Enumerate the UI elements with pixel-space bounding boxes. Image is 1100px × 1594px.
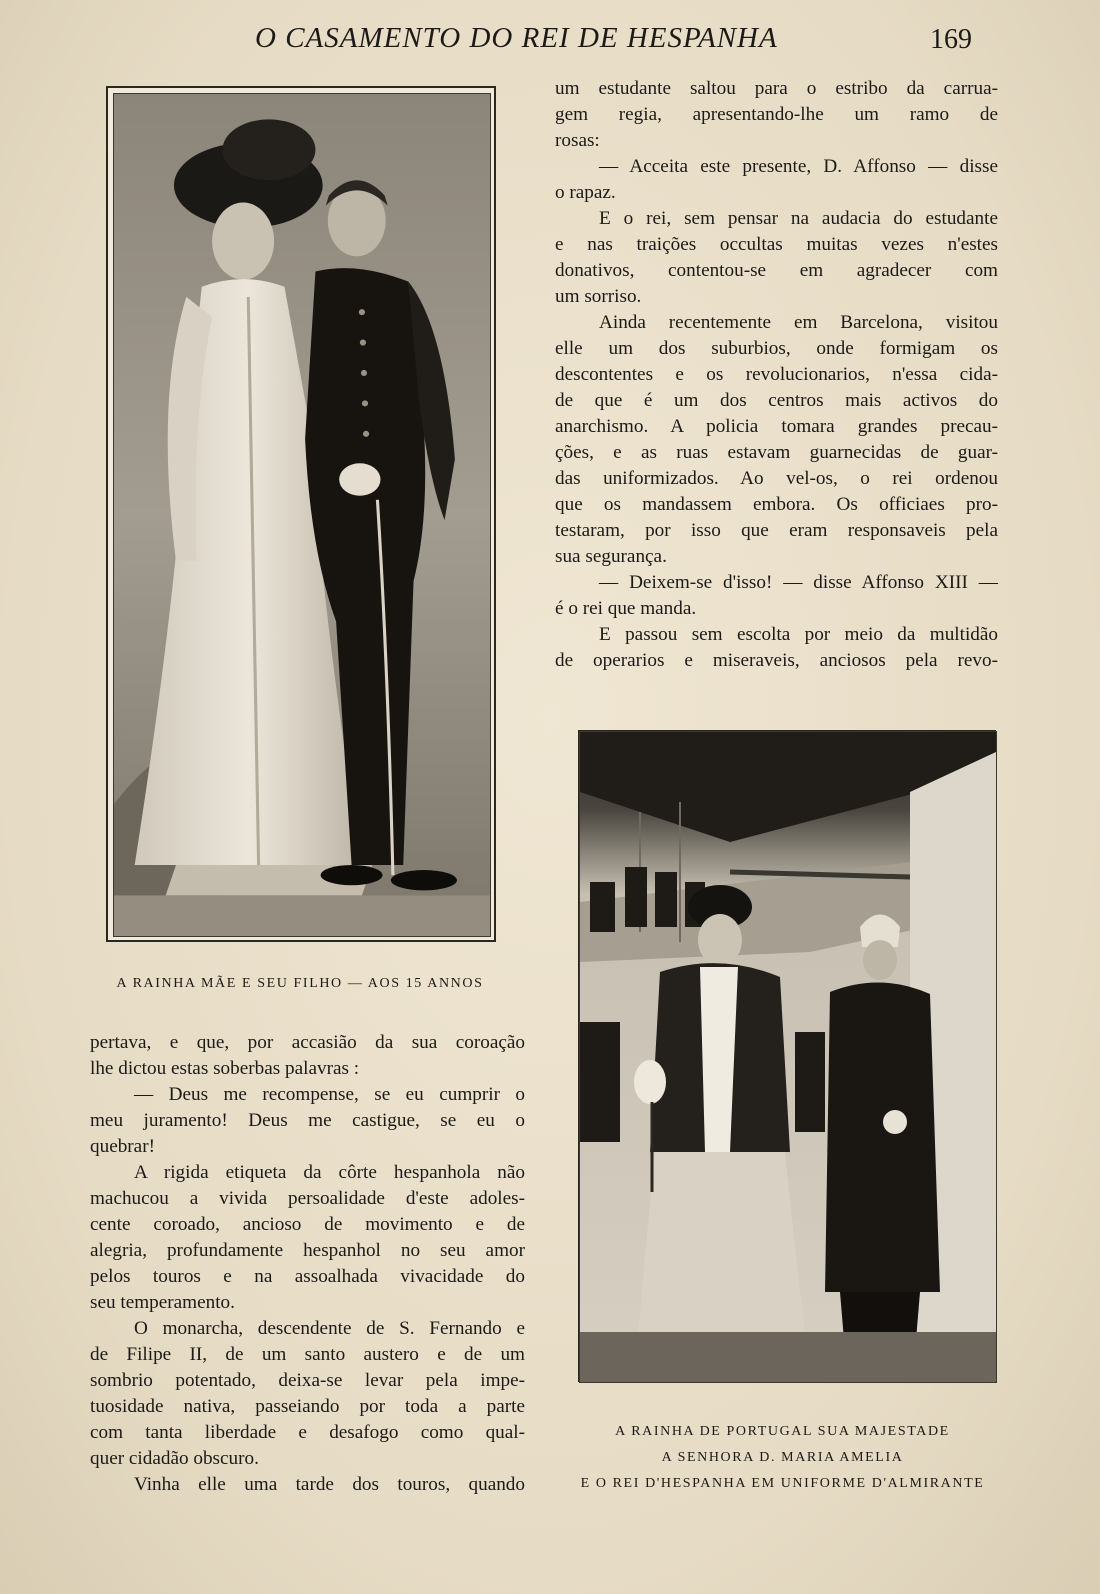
- left-column-line: A rigida etiqueta da côrte hespanhola não: [134, 1162, 525, 1183]
- text-column-left: [90, 1030, 525, 1498]
- right-column-line: — Deixem-se d'isso! — disse Affonso XIII —: [599, 572, 998, 593]
- right-column-line: é o rei que manda.: [555, 598, 697, 619]
- right-column-line: descontentes e os revolucionarios, n'essa cida-: [555, 364, 998, 385]
- caption-photo-2-line-1: A RAINHA DE PORTUGAL SUA MAJESTADE: [615, 1424, 950, 1439]
- left-column-line: alegria, profundamente hespanhol no seu amor: [90, 1240, 525, 1261]
- right-column-line: ções, e as ruas estavam guarnecidas de guar-: [555, 442, 998, 463]
- left-column-line: quer cidadão obscuro.: [90, 1448, 259, 1469]
- left-column-line: pertava, e que, por accasião da sua coroação: [90, 1032, 525, 1053]
- page-number: 169: [930, 24, 972, 55]
- left-column-line: — Deus me recompense, se eu cumprir o: [134, 1084, 525, 1105]
- text-column-right: [555, 76, 998, 674]
- running-title: O CASAMENTO DO REI DE HESPANHA: [255, 22, 778, 54]
- right-column-line: Ainda recentemente em Barcelona, visitou: [599, 312, 998, 333]
- right-column-line: sua segurança.: [555, 546, 667, 567]
- left-column-line: Vinha elle uma tarde dos touros, quando: [134, 1474, 525, 1495]
- left-column-line: seu temperamento.: [90, 1292, 235, 1313]
- caption-photo-2-line-3: E O REI D'HESPANHA EM UNIFORME D'ALMIRANTE: [580, 1476, 985, 1491]
- right-column-line: E o rei, sem pensar na audacia do estudante: [599, 208, 998, 229]
- right-column-line: um estudante saltou para o estribo da carrua-: [555, 78, 998, 99]
- caption-photo-1: A RAINHA MÃE E SEU FILHO — AOS 15 ANNOS: [116, 976, 484, 991]
- right-column-line: rosas:: [555, 130, 600, 151]
- right-column-line: — Acceita este presente, D. Affonso — disse: [599, 156, 998, 177]
- photo-queen-of-portugal-and-king-image: [579, 731, 997, 1383]
- left-column-line: cente coroado, ancioso de movimento e de: [90, 1214, 525, 1235]
- left-column-line: sombrio potentado, deixa-se levar pela impe-: [90, 1370, 525, 1391]
- right-column-line: de operarios e miseraveis, anciosos pela revo-: [555, 650, 998, 671]
- left-column-line: O monarcha, descendente de S. Fernando e: [134, 1318, 525, 1339]
- photo-queen-of-portugal-and-king-drawing: [580, 732, 996, 1382]
- photo-queen-mother-and-son-image: [113, 93, 491, 937]
- left-column-line: quebrar!: [90, 1136, 155, 1157]
- right-column-line: elle um dos suburbios, onde formigam os: [555, 338, 998, 359]
- left-column-line: machucou a vivida persoalidade d'este adoles-: [90, 1188, 525, 1209]
- left-column-line: com tanta liberdade e desafogo como qual-: [90, 1422, 525, 1443]
- photo-queen-mother-and-son-drawing: [114, 94, 490, 936]
- left-column-line: pelos touros e na assoalhada vivacidade do: [90, 1266, 525, 1287]
- right-column-line: testaram, por isso que eram responsaveis pela: [555, 520, 998, 541]
- right-column-line: E passou sem escolta por meio da multidão: [599, 624, 998, 645]
- right-column-line: donativos, contentou-se em agradecer com: [555, 260, 998, 281]
- right-column-line: anarchismo. A policia tomara grandes precau-: [555, 416, 998, 437]
- photo-queen-of-portugal-and-king: [578, 730, 996, 1382]
- left-column-line: lhe dictou estas soberbas palavras :: [90, 1058, 360, 1079]
- photo-queen-mother-and-son: [106, 86, 496, 942]
- caption-photo-2-line-2: A SENHORA D. MARIA AMELIA: [661, 1450, 904, 1465]
- right-column-line: um sorriso.: [555, 286, 642, 307]
- left-column-line: meu juramento! Deus me castigue, se eu o: [90, 1110, 525, 1131]
- right-column-line: e nas traições occultas muitas vezes n'estes: [555, 234, 998, 255]
- left-column-line: de Filipe II, de um santo austero e de um: [90, 1344, 525, 1365]
- right-column-line: que os mandassem embora. Os officiaes pro-: [555, 494, 998, 515]
- right-column-line: o rapaz.: [555, 182, 616, 203]
- right-column-line: de que é um dos centros mais activos do: [555, 390, 998, 411]
- running-head: [0, 22, 1100, 62]
- right-column-line: gem regia, apresentando-lhe um ramo de: [555, 104, 998, 125]
- left-column-line: tuosidade nativa, passeiando por toda a parte: [90, 1396, 525, 1417]
- right-column-line: das uniformizados. Ao vel-os, o rei ordenou: [555, 468, 998, 489]
